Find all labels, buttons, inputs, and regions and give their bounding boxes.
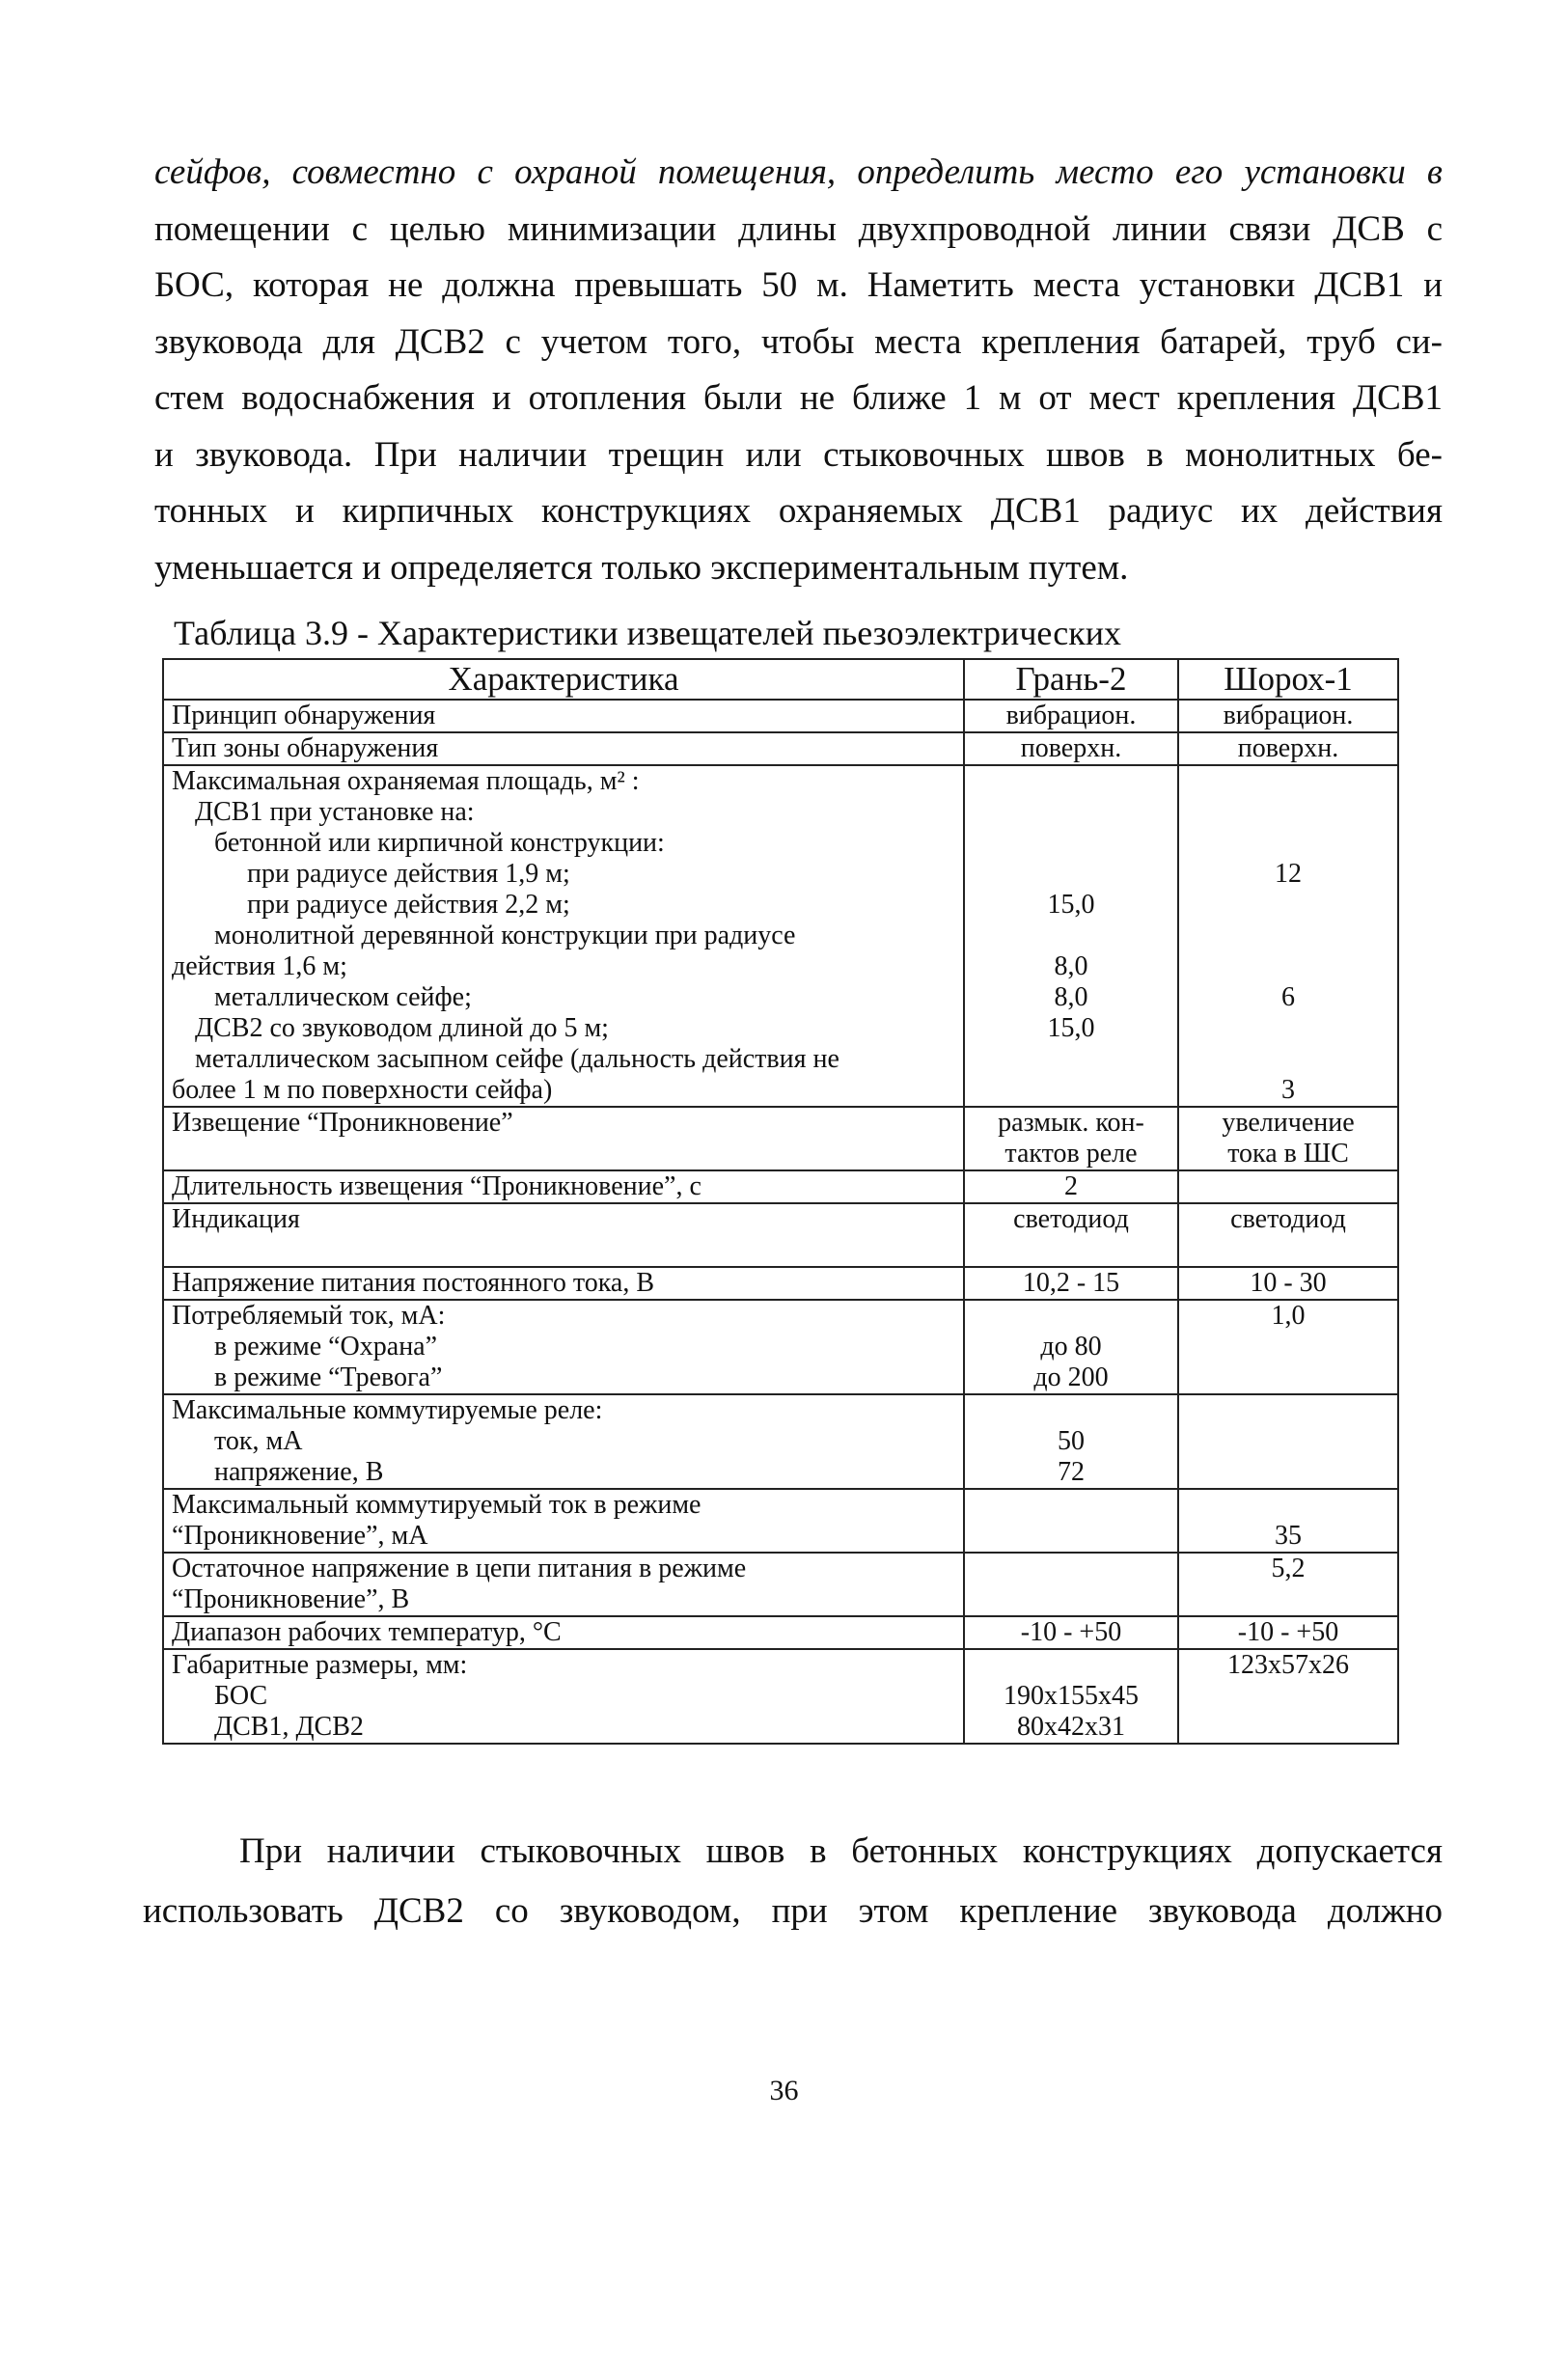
- table-caption: Таблица 3.9 - Характеристики извещателей пьезоэлектрических: [174, 614, 1122, 652]
- row-label: [163, 765, 964, 1107]
- row-value-gran-2: [964, 1170, 1178, 1203]
- label-line: Принцип обнаружения: [172, 701, 436, 730]
- row-value-shorokh-1: [1178, 1203, 1398, 1267]
- value-line: 10,2 - 15: [1022, 1268, 1120, 1298]
- value-line: 35: [1275, 1521, 1302, 1551]
- value-line: 50: [1058, 1426, 1085, 1456]
- paragraph-line: использовать ДСВ2 со звуководом, при этом крепление звуковода должно: [143, 1891, 1443, 1931]
- value-line: 80x42x31: [1017, 1712, 1125, 1742]
- label-line: Максимальные коммутируемые реле:: [172, 1395, 603, 1425]
- row-value-shorokh-1: [1178, 732, 1398, 765]
- value-line: [1187, 828, 1389, 859]
- row-value-gran-2: [964, 1394, 1178, 1489]
- label-line: Потребляемый ток, мА:: [172, 1301, 446, 1331]
- row-value-shorokh-1: [1178, 1107, 1398, 1170]
- row-label: [163, 1489, 964, 1553]
- value-line: [1187, 1457, 1389, 1488]
- label-line: ДСВ1, ДСВ2: [214, 1712, 364, 1742]
- value-line: 2: [1064, 1171, 1078, 1201]
- value-line: [973, 1521, 1169, 1552]
- value-line: [973, 1044, 1169, 1075]
- label-line: напряжение, В: [214, 1457, 384, 1487]
- label-line: действия 1,6 м;: [172, 951, 347, 981]
- label-line: в режиме “Охрана”: [214, 1332, 438, 1362]
- paragraph-line: стем водоснабжения и отопления были не ближе 1 м от мест крепления ДСВ1: [154, 378, 1443, 418]
- value-line: [1187, 890, 1389, 921]
- page-number: 36: [769, 2075, 799, 2106]
- value-line: до 200: [1033, 1362, 1109, 1392]
- value-line: [973, 921, 1169, 951]
- label-line: Максимальный коммутируемый ток в режиме: [172, 1490, 701, 1520]
- row-value-gran-2: [964, 1107, 1178, 1170]
- value-line: увеличение: [1222, 1108, 1355, 1138]
- value-line: [973, 797, 1169, 828]
- value-line: 72: [1058, 1457, 1085, 1487]
- characteristics-table: [162, 658, 1399, 1745]
- label-line: “Проникновение”, В: [172, 1584, 410, 1614]
- value-line: светодиод: [1013, 1204, 1129, 1234]
- value-line: 3: [1281, 1075, 1295, 1105]
- value-line: -10 - +50: [1237, 1617, 1339, 1647]
- row-label: [163, 1649, 964, 1744]
- row-value-shorokh-1: [1178, 1489, 1398, 1553]
- row-value-shorokh-1: [1178, 1267, 1398, 1300]
- table-row: [163, 1489, 1398, 1553]
- label-line: ДСВ2 со звуководом длиной до 5 м;: [195, 1013, 609, 1043]
- label-line: бетонной или кирпичной конструкции:: [214, 828, 665, 858]
- value-line: [1187, 1395, 1389, 1426]
- row-value-shorokh-1: [1178, 765, 1398, 1107]
- value-line: 123x57x26: [1227, 1650, 1349, 1680]
- label-line: Тип зоны обнаружения: [172, 733, 439, 763]
- row-value-shorokh-1: [1178, 1170, 1398, 1203]
- table-row: [163, 732, 1398, 765]
- value-line: 15,0: [1047, 1013, 1095, 1043]
- label-line: при радиусе действия 1,9 м;: [247, 859, 570, 889]
- header-shorokh-1: Шорох-1: [1178, 659, 1398, 700]
- label-line: Извещение “Проникновение”: [172, 1108, 513, 1138]
- value-line: тока в ШС: [1227, 1139, 1349, 1169]
- row-value-gran-2: [964, 1553, 1178, 1616]
- value-line: [1187, 1426, 1389, 1457]
- value-line: [1187, 766, 1389, 797]
- row-value-gran-2: [964, 1649, 1178, 1744]
- value-line: [973, 1490, 1169, 1521]
- label-line: Диапазон рабочих температур, °С: [172, 1617, 562, 1647]
- table-row: [163, 1107, 1398, 1170]
- value-line: 5,2: [1271, 1554, 1306, 1583]
- value-line: тактов реле: [1004, 1139, 1138, 1169]
- label-line: [172, 1235, 955, 1266]
- value-line: [1187, 797, 1389, 828]
- value-line: 190x155x45: [1004, 1681, 1139, 1711]
- value-line: 12: [1275, 859, 1302, 889]
- row-value-shorokh-1: [1178, 1649, 1398, 1744]
- paragraph-line: тонных и кирпичных конструкциях охраняемых ДСВ1 радиус их действия: [154, 491, 1443, 531]
- value-line: вибрацион.: [1223, 701, 1354, 730]
- label-line: ДСВ1 при установке на:: [195, 797, 475, 827]
- value-line: светодиод: [1230, 1204, 1346, 1234]
- row-value-shorokh-1: [1178, 700, 1398, 732]
- row-value-shorokh-1: [1178, 1616, 1398, 1649]
- table-row: [163, 1170, 1398, 1203]
- row-value-shorokh-1: [1178, 1394, 1398, 1489]
- row-label: [163, 1616, 964, 1649]
- value-line: [973, 859, 1169, 890]
- table-row: [163, 700, 1398, 732]
- paragraph-line: звуковода для ДСВ2 с учетом того, чтобы места крепления батарей, труб си-: [154, 321, 1443, 362]
- row-label: [163, 1300, 964, 1394]
- paragraph-line: сейфов, совместно с охраной помещения, определить место его установки в: [154, 152, 1443, 192]
- table-row: [163, 765, 1398, 1107]
- value-line: [973, 1301, 1169, 1332]
- label-line: более 1 м по поверхности сейфа): [172, 1075, 553, 1105]
- table-row: [163, 1267, 1398, 1300]
- row-value-gran-2: [964, 700, 1178, 732]
- label-line: металлическом засыпном сейфе (дальность действия не: [195, 1044, 839, 1074]
- label-line: ток, мА: [214, 1426, 303, 1456]
- value-line: [1187, 1490, 1389, 1521]
- row-label: [163, 1267, 964, 1300]
- value-line: поверхн.: [1020, 733, 1122, 763]
- paragraph-line: БОС, которая не должна превышать 50 м. Наметить места установки ДСВ1 и: [154, 265, 1443, 305]
- value-line: [973, 1235, 1169, 1266]
- row-label: [163, 1107, 964, 1170]
- value-line: 6: [1281, 982, 1295, 1012]
- row-value-gran-2: [964, 732, 1178, 765]
- table-row: [163, 1649, 1398, 1744]
- value-line: 10 - 30: [1250, 1268, 1327, 1298]
- value-line: [973, 1395, 1169, 1426]
- value-line: [973, 766, 1169, 797]
- paragraph-line: уменьшается и определяется только экспериментальным путем.: [154, 547, 1129, 588]
- label-line: “Проникновение”, мА: [172, 1521, 428, 1551]
- header-gran-2: Грань-2: [964, 659, 1178, 700]
- row-value-shorokh-1: [1178, 1300, 1398, 1394]
- value-line: [973, 1584, 1169, 1615]
- row-label: [163, 1203, 964, 1267]
- paragraph-line: помещении с целью минимизации длины двухпроводной линии связи ДСВ с: [154, 208, 1443, 249]
- table-row: [163, 1553, 1398, 1616]
- row-value-gran-2: [964, 1267, 1178, 1300]
- table-row: [163, 1616, 1398, 1649]
- value-line: [1187, 1171, 1389, 1202]
- table-row: [163, 1300, 1398, 1394]
- value-line: 8,0: [1054, 951, 1088, 981]
- paragraph-line: При наличии стыковочных швов в бетонных конструкциях допускается: [239, 1831, 1443, 1871]
- row-label: [163, 732, 964, 765]
- value-line: [1187, 1681, 1389, 1712]
- value-line: [973, 1075, 1169, 1106]
- value-line: [973, 1650, 1169, 1681]
- table-row: [163, 1394, 1398, 1489]
- value-line: [973, 1554, 1169, 1584]
- label-line: монолитной деревянной конструкции при радиусе: [214, 921, 796, 950]
- value-line: [1187, 1332, 1389, 1362]
- label-line: металлическом сейфе;: [214, 982, 472, 1012]
- label-line: в режиме “Тревога”: [214, 1362, 443, 1392]
- label-line: Остаточное напряжение в цепи питания в режиме: [172, 1554, 747, 1583]
- value-line: [1187, 921, 1389, 951]
- bottom-paragraph: [143, 1822, 1443, 1941]
- row-value-shorokh-1: [1178, 1553, 1398, 1616]
- row-label: [163, 1394, 964, 1489]
- paragraph-line: и звуковода. При наличии трещин или стыковочных швов в монолитных бе-: [154, 434, 1443, 475]
- value-line: 1,0: [1271, 1301, 1306, 1331]
- row-value-gran-2: [964, 765, 1178, 1107]
- value-line: поверхн.: [1237, 733, 1339, 763]
- value-line: 8,0: [1054, 982, 1088, 1012]
- value-line: [1187, 1712, 1389, 1743]
- row-label: [163, 1553, 964, 1616]
- label-line: при радиусе действия 2,2 м;: [247, 890, 570, 920]
- value-line: 15,0: [1047, 890, 1095, 920]
- row-value-gran-2: [964, 1300, 1178, 1394]
- top-paragraph: [154, 145, 1443, 596]
- table-body: [163, 700, 1398, 1744]
- value-line: до 80: [1040, 1332, 1102, 1362]
- value-line: [1187, 1235, 1389, 1266]
- table-header-row: [163, 659, 1398, 700]
- label-line: БОС: [214, 1681, 268, 1711]
- value-line: вибрацион.: [1005, 701, 1137, 730]
- value-line: [1187, 1013, 1389, 1044]
- value-line: [973, 828, 1169, 859]
- row-label: [163, 700, 964, 732]
- label-line: Максимальная охраняемая площадь, м² :: [172, 766, 640, 796]
- value-line: размык. кон-: [998, 1108, 1144, 1138]
- value-line: [1187, 951, 1389, 982]
- row-value-gran-2: [964, 1616, 1178, 1649]
- label-line: Длительность извещения “Проникновение”, с: [172, 1171, 701, 1201]
- label-line: Габаритные размеры, мм:: [172, 1650, 468, 1680]
- label-line: Индикация: [172, 1204, 300, 1234]
- value-line: [1187, 1362, 1389, 1393]
- value-line: -10 - +50: [1020, 1617, 1122, 1647]
- value-line: [1187, 1584, 1389, 1615]
- header-characteristic: Характеристика: [163, 659, 964, 700]
- row-value-gran-2: [964, 1203, 1178, 1267]
- label-line: Напряжение питания постоянного тока, В: [172, 1268, 654, 1298]
- table-row: [163, 1203, 1398, 1267]
- row-label: [163, 1170, 964, 1203]
- row-value-gran-2: [964, 1489, 1178, 1553]
- value-line: [1187, 1044, 1389, 1075]
